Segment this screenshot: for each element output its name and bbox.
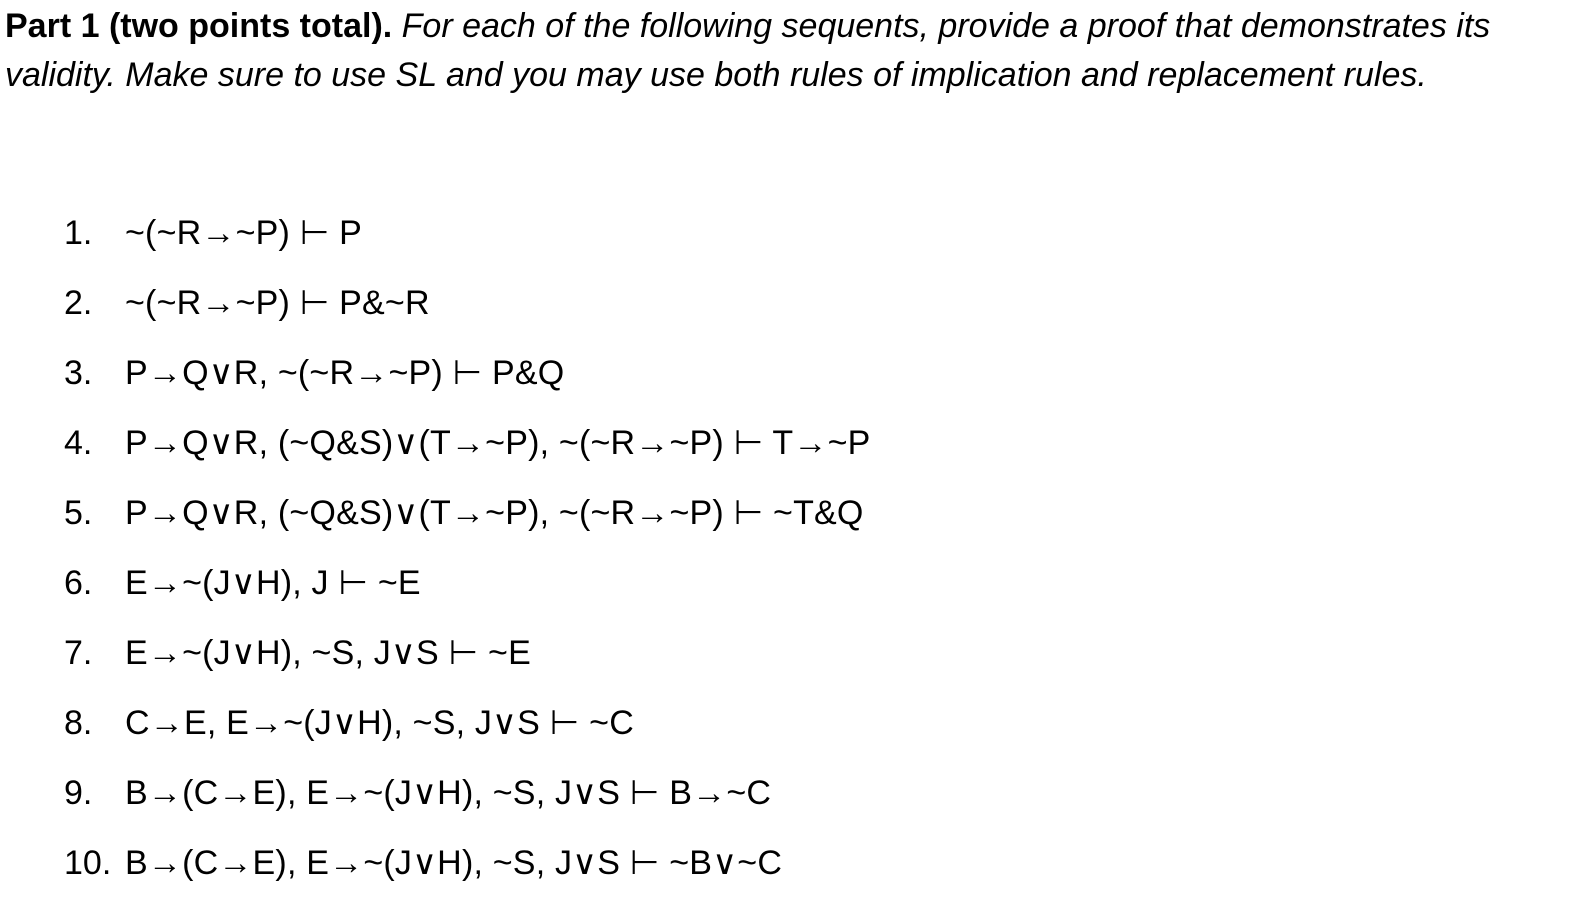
sequent-formula: B→(C→E), E→~(J∨H), ~S, J∨S ⊢ B→~C [125,774,772,812]
sequent-formula: C→E, E→~(J∨H), ~S, J∨S ⊢ ~C [125,704,634,742]
sequent-formula: E→~(J∨H), ~S, J∨S ⊢ ~E [125,634,531,672]
sequent-number: 5. [64,494,93,532]
sequent-number: 7. [64,634,93,672]
sequent-number: 2. [64,284,93,322]
sequent-number: 9. [64,774,93,812]
sequent-formula: P→Q∨R, (~Q&S)∨(T→~P), ~(~R→~P) ⊢ ~T&Q [125,494,864,532]
part-heading: Part 1 (two points total). [5,7,393,45]
sequent-formula: E→~(J∨H), J ⊢ ~E [125,564,421,602]
sequent-formula: P→Q∨R, (~Q&S)∨(T→~P), ~(~R→~P) ⊢ T→~P [125,424,871,462]
sequent-number: 1. [64,214,93,252]
sequent-formula: ~(~R→~P) ⊢ P [125,214,363,252]
sequent-number: 3. [64,354,93,392]
instructions-text: For each of the following sequents, provide a proof that demonstrates its validity. Make sure to use SL and you may use both rules of implication and replacement rules. [5,7,1491,94]
sequent-number: 4. [64,424,93,462]
sequent-number: 8. [64,704,93,742]
sequent-number: 6. [64,564,93,602]
sequent-formula: P→Q∨R, ~(~R→~P) ⊢ P&Q [125,354,565,392]
instructions-paragraph [5,2,1577,100]
sequent-formula: ~(~R→~P) ⊢ P&~R [125,284,430,322]
sequent-number: 10. [64,844,112,882]
sequent-formula: B→(C→E), E→~(J∨H), ~S, J∨S ⊢ ~B∨~C [125,844,783,882]
